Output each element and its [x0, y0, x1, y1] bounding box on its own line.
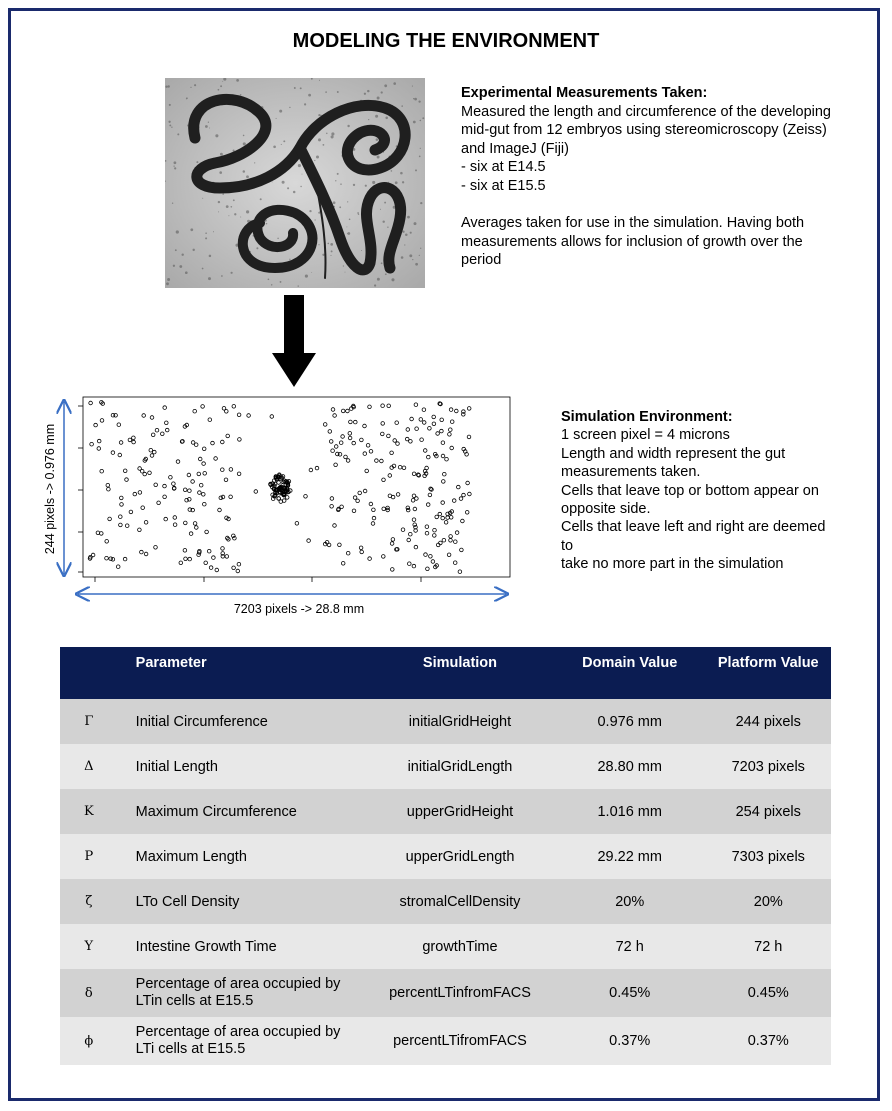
image-speckle: [330, 255, 331, 256]
image-speckle: [353, 184, 355, 186]
image-speckle: [418, 100, 420, 102]
simulation-environment-plot: [40, 392, 520, 622]
experimental-line: mid-gut from 12 embryos using stereomicroscopy (Zeiss): [461, 122, 827, 139]
row-simulation: percentLTinfromFACS: [366, 969, 554, 1017]
experimental-line-blank: [461, 196, 871, 215]
image-speckle: [168, 85, 170, 87]
image-speckle: [415, 263, 418, 266]
image-speckle: [221, 275, 223, 277]
image-speckle: [169, 104, 171, 106]
image-speckle: [384, 202, 386, 204]
image-speckle: [171, 127, 172, 128]
image-speckle: [208, 277, 211, 280]
image-speckle: [213, 231, 214, 232]
row-simulation: growthTime: [366, 924, 554, 969]
image-speckle: [305, 275, 308, 278]
image-speckle: [233, 199, 235, 201]
image-speckle: [260, 198, 262, 200]
image-speckle: [385, 273, 387, 275]
row-simulation: stromalCellDensity: [366, 879, 554, 924]
simulation-line: 1 screen pixel = 4 microns: [561, 427, 730, 444]
image-speckle: [169, 124, 171, 126]
experimental-line: - six at E14.5: [461, 159, 546, 176]
image-speckle: [273, 145, 276, 148]
image-speckle: [215, 134, 218, 137]
row-simulation: upperGridLength: [366, 834, 554, 879]
row-parameter: Intestine Growth Time: [118, 924, 366, 969]
parameters-table: [60, 647, 831, 1065]
image-speckle: [327, 243, 329, 245]
image-speckle: [236, 79, 239, 82]
row-parameter: Maximum Circumference: [118, 789, 366, 834]
experimental-line: - six at E15.5: [461, 177, 546, 194]
image-speckle: [281, 144, 282, 145]
header-platform-value: Platform Value: [706, 647, 831, 699]
image-speckle: [412, 259, 413, 260]
image-speckle: [234, 213, 236, 215]
image-speckle: [340, 183, 342, 185]
row-symbol: Κ: [60, 789, 118, 834]
image-speckle: [345, 272, 346, 273]
table-row: [60, 879, 831, 924]
image-speckle: [276, 118, 277, 119]
image-speckle: [367, 90, 369, 92]
image-speckle: [182, 254, 184, 256]
table-row: [60, 744, 831, 789]
experimental-line: and ImageJ (Fiji): [461, 140, 569, 157]
image-speckle: [419, 156, 421, 158]
image-speckle: [283, 140, 285, 142]
image-speckle: [412, 86, 413, 87]
image-speckle: [401, 256, 404, 259]
table-row: [60, 834, 831, 879]
image-speckle: [226, 205, 229, 208]
experimental-heading: Experimental Measurements Taken:: [461, 85, 708, 101]
row-platform-value: 7203 pixels: [706, 744, 831, 789]
row-platform-value: 254 pixels: [706, 789, 831, 834]
row-parameter: LTo Cell Density: [118, 879, 366, 924]
image-speckle: [309, 210, 311, 212]
image-speckle: [298, 285, 299, 286]
image-speckle: [318, 212, 320, 214]
experimental-line: period: [461, 252, 502, 269]
image-speckle: [377, 97, 380, 100]
image-speckle: [196, 161, 198, 163]
image-speckle: [380, 209, 381, 210]
image-speckle: [420, 120, 421, 121]
image-speckle: [420, 202, 422, 204]
image-speckle: [205, 232, 207, 234]
simulation-line: take no more part in the simulation: [561, 556, 784, 573]
image-speckle: [322, 254, 324, 256]
image-speckle: [173, 265, 175, 267]
image-speckle: [343, 265, 344, 266]
row-platform-value: 20%: [706, 879, 831, 924]
image-speckle: [376, 138, 379, 141]
image-speckle: [347, 232, 350, 235]
row-domain-value: 72 h: [554, 924, 706, 969]
table-row: [60, 699, 831, 744]
image-speckle: [319, 80, 320, 81]
image-speckle: [388, 182, 389, 183]
image-speckle: [243, 135, 245, 137]
image-speckle: [405, 234, 408, 237]
header-symbol: [60, 647, 118, 699]
image-speckle: [222, 193, 224, 195]
image-speckle: [368, 119, 369, 120]
row-parameter: Initial Circumference: [118, 699, 366, 744]
image-speckle: [304, 103, 306, 105]
image-speckle: [374, 284, 376, 286]
image-speckle: [375, 115, 378, 118]
row-platform-value: 244 pixels: [706, 699, 831, 744]
image-speckle: [277, 238, 278, 239]
image-speckle: [298, 164, 301, 167]
image-speckle: [382, 220, 384, 222]
image-speckle: [165, 85, 167, 87]
image-speckle: [422, 117, 424, 119]
image-speckle: [381, 262, 383, 264]
image-speckle: [331, 135, 334, 138]
image-speckle: [413, 98, 414, 99]
row-simulation: percentLTifromFACS: [366, 1017, 554, 1065]
image-speckle: [168, 121, 170, 123]
row-symbol: δ: [60, 969, 118, 1017]
row-symbol: Γ: [60, 699, 118, 744]
simulation-line: Cells that leave left and right are deemed: [561, 519, 826, 536]
image-speckle: [282, 181, 285, 184]
image-speckle: [166, 282, 169, 285]
image-speckle: [331, 132, 334, 135]
image-speckle: [230, 206, 232, 208]
image-speckle: [209, 255, 212, 258]
image-speckle: [176, 230, 179, 233]
image-speckle: [179, 265, 182, 268]
image-speckle: [413, 121, 416, 124]
image-speckle: [190, 228, 193, 231]
page-title: MODELING THE ENVIRONMENT: [292, 30, 600, 52]
image-speckle: [387, 226, 388, 227]
simulation-line: opposite side.: [561, 501, 651, 518]
image-speckle: [208, 122, 209, 123]
image-speckle: [219, 171, 222, 174]
simulation-line: Length and width represent the gut: [561, 445, 786, 462]
row-symbol: ζ: [60, 879, 118, 924]
image-speckle: [243, 142, 246, 145]
image-speckle: [185, 271, 188, 274]
image-speckle: [190, 87, 191, 88]
down-arrow-icon: [272, 295, 316, 387]
image-speckle: [272, 181, 273, 182]
image-speckle: [194, 84, 196, 86]
header-simulation: Simulation: [366, 647, 554, 699]
image-speckle: [243, 170, 246, 173]
row-parameter: Initial Length: [118, 744, 366, 789]
table-row: [60, 1017, 831, 1065]
image-speckle: [339, 206, 341, 208]
image-speckle: [228, 215, 229, 216]
experimental-line: Measured the length and circumference of the developing: [461, 103, 831, 120]
image-speckle: [218, 211, 219, 212]
image-speckle: [395, 181, 398, 184]
image-speckle: [322, 144, 324, 146]
image-speckle: [346, 226, 347, 227]
row-parameter: Percentage of area occupied by LTi cells at E15.5: [118, 1017, 366, 1065]
image-speckle: [280, 281, 282, 283]
image-speckle: [192, 249, 194, 251]
image-speckle: [314, 219, 315, 220]
image-speckle: [186, 97, 188, 99]
row-domain-value: 20%: [554, 879, 706, 924]
image-speckle: [246, 175, 249, 178]
image-speckle: [410, 232, 412, 234]
image-speckle: [384, 84, 387, 87]
image-speckle: [222, 81, 223, 82]
image-speckle: [419, 255, 420, 256]
simulation-line: measurements taken.: [561, 464, 701, 481]
table-row: [60, 969, 831, 1017]
row-domain-value: 29.22 mm: [554, 834, 706, 879]
image-speckle: [266, 223, 268, 225]
image-speckle: [271, 284, 272, 285]
image-speckle: [347, 125, 349, 127]
image-speckle: [240, 217, 241, 218]
image-speckle: [377, 278, 380, 281]
image-speckle: [167, 278, 170, 281]
image-speckle: [409, 254, 412, 257]
plot-x-label: 7203 pixels -> 28.8 mm: [233, 602, 365, 616]
image-speckle: [361, 250, 362, 251]
experimental-measurements-text: [461, 84, 871, 270]
row-symbol: Δ: [60, 744, 118, 789]
row-simulation: initialGridHeight: [366, 699, 554, 744]
row-platform-value: 0.45%: [706, 969, 831, 1017]
row-symbol: ϕ: [60, 1017, 118, 1065]
image-speckle: [300, 186, 301, 187]
image-speckle: [330, 243, 333, 246]
image-speckle: [175, 249, 177, 251]
image-speckle: [364, 93, 366, 95]
row-domain-value: 0.976 mm: [554, 699, 706, 744]
image-speckle: [347, 201, 348, 202]
simulation-line: to: [561, 537, 574, 554]
header-parameter: Parameter: [118, 647, 366, 699]
image-speckle: [174, 161, 177, 164]
plot-area: [83, 397, 510, 577]
gut-microscopy-image: [165, 78, 425, 288]
image-speckle: [268, 278, 270, 280]
simulation-heading: Simulation Environment:: [561, 409, 733, 425]
experimental-line: Averages taken for use in the simulation. Having both: [461, 215, 805, 232]
simulation-line: Cells that leave top or bottom appear on: [561, 482, 819, 499]
image-speckle: [391, 278, 394, 281]
row-domain-value: 1.016 mm: [554, 789, 706, 834]
row-simulation: upperGridHeight: [366, 789, 554, 834]
table-header-row: [60, 647, 831, 699]
image-speckle: [326, 133, 327, 134]
image-speckle: [337, 91, 339, 93]
image-speckle: [414, 222, 417, 225]
image-speckle: [316, 156, 319, 159]
row-platform-value: 0.37%: [706, 1017, 831, 1065]
table-row: [60, 924, 831, 969]
simulation-environment-text: [561, 408, 861, 574]
row-domain-value: 0.37%: [554, 1017, 706, 1065]
image-speckle: [220, 85, 222, 87]
image-speckle: [415, 169, 417, 171]
row-platform-value: 7303 pixels: [706, 834, 831, 879]
image-speckle: [331, 250, 333, 252]
image-speckle: [218, 201, 220, 203]
image-speckle: [230, 272, 232, 274]
image-speckle: [319, 211, 320, 212]
image-speckle: [202, 268, 204, 270]
image-speckle: [381, 91, 383, 93]
row-domain-value: 0.45%: [554, 969, 706, 1017]
image-speckle: [202, 198, 203, 199]
image-speckle: [256, 247, 258, 249]
image-speckle: [372, 181, 375, 184]
row-simulation: initialGridLength: [366, 744, 554, 789]
image-speckle: [407, 216, 410, 219]
image-speckle: [349, 218, 351, 220]
image-speckle: [314, 160, 315, 161]
image-speckle: [414, 98, 417, 101]
image-speckle: [205, 125, 208, 128]
image-speckle: [173, 165, 174, 166]
image-speckle: [400, 172, 403, 175]
image-speckle: [218, 89, 220, 91]
image-speckle: [220, 153, 223, 156]
image-speckle: [289, 107, 290, 108]
image-speckle: [404, 244, 405, 245]
image-speckle: [240, 94, 242, 96]
image-speckle: [246, 210, 249, 213]
image-speckle: [172, 203, 173, 204]
row-symbol: Ρ: [60, 834, 118, 879]
image-speckle: [209, 128, 210, 129]
image-speckle: [311, 272, 312, 273]
image-speckle: [333, 201, 336, 204]
image-speckle: [300, 87, 302, 89]
image-speckle: [420, 148, 421, 149]
plot-y-label: 244 pixels -> 0.976 mm: [43, 423, 57, 555]
image-speckle: [385, 117, 388, 120]
image-speckle: [174, 167, 176, 169]
image-speckle: [318, 114, 320, 116]
row-parameter: Maximum Length: [118, 834, 366, 879]
image-speckle: [177, 133, 179, 135]
image-speckle: [205, 237, 207, 239]
image-speckle: [365, 185, 367, 187]
image-speckle: [318, 138, 321, 141]
image-speckle: [289, 259, 290, 260]
row-domain-value: 28.80 mm: [554, 744, 706, 789]
image-speckle: [391, 170, 393, 172]
image-speckle: [254, 162, 255, 163]
table-row: [60, 789, 831, 834]
experimental-line: measurements allows for inclusion of growth over the: [461, 233, 803, 250]
image-speckle: [302, 174, 303, 175]
image-speckle: [335, 180, 336, 181]
row-platform-value: 72 h: [706, 924, 831, 969]
image-speckle: [357, 212, 359, 214]
image-speckle: [308, 94, 311, 97]
image-speckle: [401, 105, 403, 107]
image-speckle: [294, 87, 296, 89]
image-speckle: [377, 156, 380, 159]
image-speckle: [393, 82, 396, 85]
image-speckle: [287, 187, 289, 189]
header-domain-value: Domain Value: [554, 647, 706, 699]
image-speckle: [279, 110, 282, 113]
image-speckle: [420, 248, 421, 249]
row-symbol: Υ: [60, 924, 118, 969]
image-speckle: [325, 91, 327, 93]
row-parameter: Percentage of area occupied by LTin cells at E15.5: [118, 969, 366, 1017]
image-speckle: [402, 181, 404, 183]
image-speckle: [402, 231, 404, 233]
image-speckle: [318, 244, 319, 245]
image-speckle: [337, 173, 339, 175]
image-speckle: [293, 191, 296, 194]
